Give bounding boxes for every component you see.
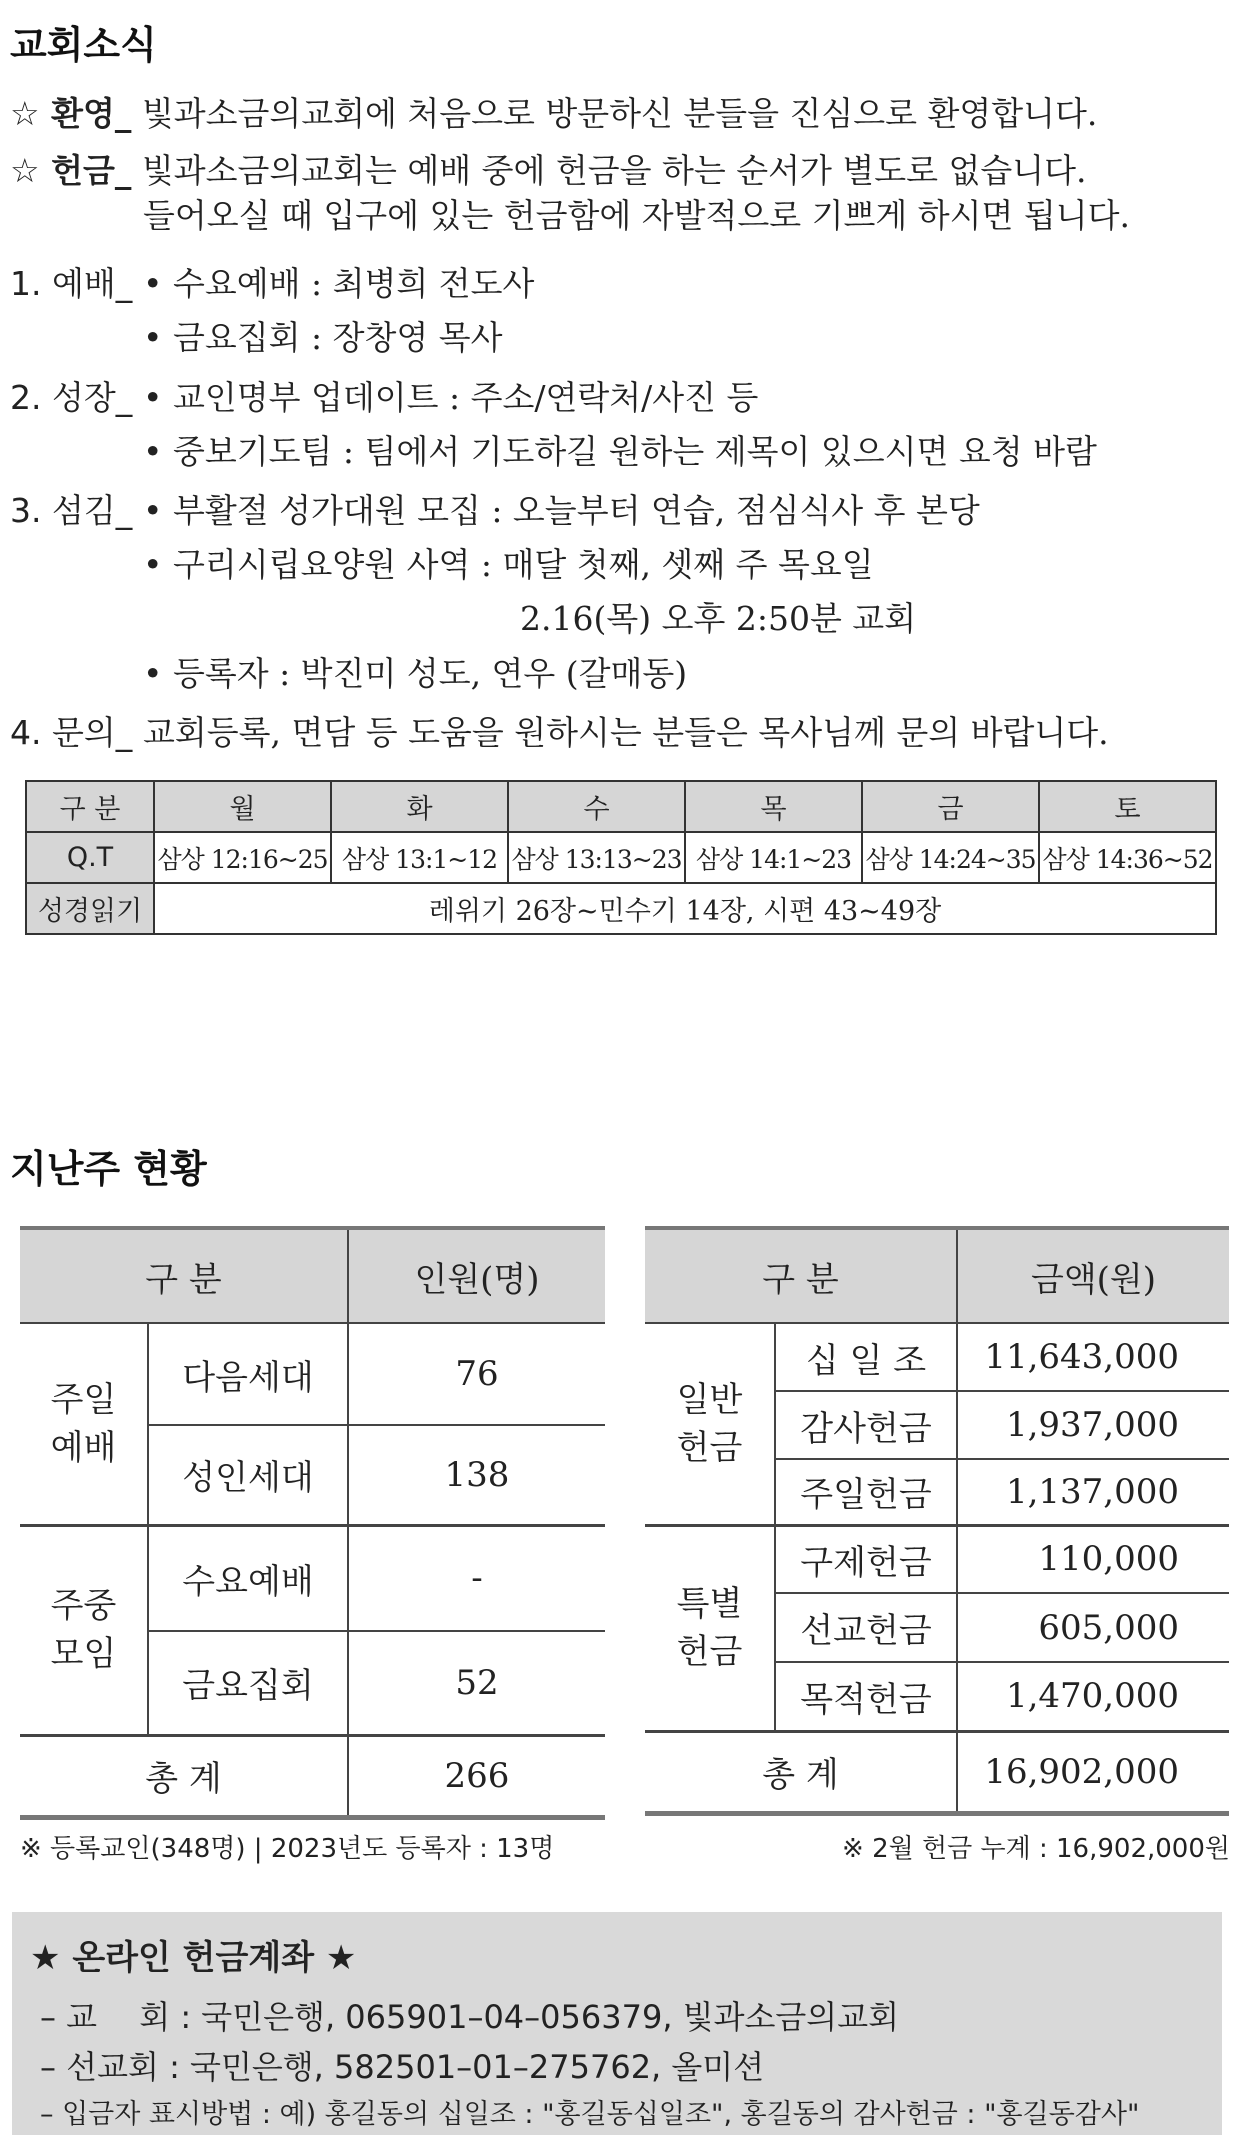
qt-cell: 삼상 13:1~12 bbox=[331, 832, 508, 883]
welcome-text: 빛과소금의교회에 처음으로 방문하신 분들을 진심으로 환영합니다. bbox=[141, 94, 1098, 133]
table-row bbox=[20, 1323, 605, 1425]
stats-title: 지난주 현황 bbox=[10, 1147, 207, 1191]
section-2-item: • 교인명부 업데이트 : 주소/연락처/사진 등 bbox=[143, 378, 759, 417]
attendance-group bbox=[20, 1525, 148, 1735]
group-label: 주일 bbox=[50, 1379, 117, 1420]
row-value: 52 bbox=[455, 1662, 499, 1703]
row-name: 성인세대 bbox=[148, 1425, 348, 1525]
row-value: 76 bbox=[348, 1323, 605, 1425]
attendance-table bbox=[20, 1226, 605, 1820]
qt-header-row bbox=[26, 781, 1216, 832]
section-4-label: 4. 문의_ bbox=[10, 713, 133, 752]
row-name: 목적헌금 bbox=[775, 1662, 957, 1731]
row-value: 1,937,000 bbox=[957, 1391, 1229, 1459]
row-value: 605,000 bbox=[957, 1593, 1229, 1662]
attendance-group bbox=[20, 1323, 148, 1525]
offering-group bbox=[645, 1323, 775, 1525]
row-name: 수요예배 bbox=[148, 1525, 348, 1631]
offering-total-note: ※ 2월 헌금 누계 : 16,902,000원 bbox=[842, 1834, 1230, 1864]
qt-cell: 삼상 12:16~25 bbox=[154, 832, 331, 883]
qt-cell: 삼상 14:36~52 bbox=[1039, 832, 1216, 883]
section-1-label: 1. 예배_ bbox=[10, 264, 133, 303]
qt-header: 수 bbox=[508, 781, 685, 832]
reading-row bbox=[26, 883, 1216, 934]
qt-header: 구 분 bbox=[26, 781, 154, 832]
qt-cell: 삼상 14:24~35 bbox=[862, 832, 1039, 883]
row-value: 11,643,000 bbox=[957, 1323, 1229, 1391]
offering-text-2: 들어오실 때 입구에 있는 헌금함에 자발적으로 기쁘게 하시면 됩니다. bbox=[143, 196, 1130, 235]
table-row bbox=[20, 1525, 605, 1631]
row-value: 110,000 bbox=[957, 1525, 1229, 1593]
total-label: 총 계 bbox=[645, 1731, 957, 1813]
qt-header: 목 bbox=[685, 781, 862, 832]
section-1-item: • 수요예배 : 최병희 전도사 bbox=[143, 264, 535, 303]
offering-group bbox=[645, 1525, 775, 1731]
section-3-item: 2.16(목) 오후 2:50분 교회 bbox=[520, 599, 917, 638]
section-3-item: • 구리시립요양원 사역 : 매달 첫째, 셋째 주 목요일 bbox=[143, 545, 874, 584]
row-name: 구제헌금 bbox=[775, 1525, 957, 1593]
section-3-label: 3. 섬김_ bbox=[10, 491, 133, 530]
offering-header: 구 분 bbox=[645, 1228, 957, 1323]
offering-table bbox=[645, 1226, 1229, 1816]
section-3-item: • 부활절 성가대원 모집 : 오늘부터 연습, 점심식사 후 본당 bbox=[143, 491, 980, 530]
row-name: 감사헌금 bbox=[775, 1391, 957, 1459]
offering-line bbox=[10, 145, 1086, 192]
row-value: 1,470,000 bbox=[1005, 1676, 1179, 1717]
row-name: 주일헌금 bbox=[775, 1459, 957, 1525]
total-row bbox=[645, 1731, 1229, 1813]
group-label: 모임 bbox=[50, 1634, 117, 1674]
row-name: 선교헌금 bbox=[775, 1593, 957, 1662]
section-4-text: 교회등록, 면담 등 도움을 원하시는 분들은 목사님께 문의 바랍니다. bbox=[143, 713, 1109, 752]
total-label: 총 계 bbox=[20, 1735, 348, 1817]
registered-note: ※ 등록교인(348명) | 2023년도 등록자 : 13명 bbox=[20, 1834, 555, 1864]
bank-title: ★ 온라인 헌금계좌 ★ bbox=[30, 1938, 357, 1978]
offering-header: 금액(원) bbox=[957, 1228, 1229, 1323]
qt-cell: 삼상 13:13~23 bbox=[508, 832, 685, 883]
total-row bbox=[20, 1735, 605, 1817]
qt-header: 화 bbox=[331, 781, 508, 832]
total-value: 16,902,000 bbox=[957, 1731, 1229, 1813]
qt-label: Q.T bbox=[26, 832, 154, 883]
group-label: 주중 bbox=[50, 1586, 117, 1626]
news-title: 교회소식 bbox=[10, 23, 157, 67]
row-name: 금요집회 bbox=[148, 1631, 348, 1735]
total-value: 266 bbox=[348, 1735, 605, 1817]
row-value: 1,137,000 bbox=[957, 1459, 1229, 1525]
section-3-item: • 등록자 : 박진미 성도, 연우 (갈매동) bbox=[143, 654, 688, 693]
attendance-header-row bbox=[20, 1228, 605, 1323]
table-row bbox=[645, 1323, 1229, 1391]
group-label: 특별 bbox=[676, 1584, 743, 1624]
group-label: 헌금 bbox=[676, 1632, 743, 1672]
welcome-label: ☆ 환영_ bbox=[10, 94, 132, 133]
section-2-item: • 중보기도팀 : 팀에서 기도하길 원하는 제목이 있으시면 요청 바람 bbox=[143, 432, 1097, 471]
row-value: - bbox=[348, 1525, 605, 1631]
section-2-label: 2. 성장_ bbox=[10, 378, 133, 417]
group-label: 예배 bbox=[50, 1427, 117, 1468]
section-1-item: • 금요집회 : 장창영 목사 bbox=[143, 318, 503, 357]
deposit-instructions: – 입금자 표시방법 : 예) 홍길동의 십일조 : "홍길동십일조", 홍길동의 감사헌금 : "홍길동감사" bbox=[40, 2099, 1140, 2130]
row-name: 다음세대 bbox=[148, 1323, 348, 1425]
qt-header: 월 bbox=[154, 781, 331, 832]
bank-account-mission: – 선교회 : 국민은행, 582501–01–275762, 올미션 bbox=[40, 2048, 765, 2086]
group-label: 일반 bbox=[676, 1379, 743, 1420]
row-value: 138 bbox=[348, 1425, 605, 1525]
reading-text: 레위기 26장~민수기 14장, 시편 43~49장 bbox=[154, 883, 1216, 934]
offering-header-row bbox=[645, 1228, 1229, 1323]
offering-label: ☆ 헌금_ bbox=[10, 151, 132, 190]
bank-account-church: – 교 회 : 국민은행, 065901–04–056379, 빛과소금의교회 bbox=[40, 1998, 900, 2036]
qt-row bbox=[26, 832, 1216, 883]
row-name: 십 일 조 bbox=[775, 1323, 957, 1391]
welcome-line bbox=[10, 88, 1097, 135]
reading-label: 성경읽기 bbox=[26, 883, 154, 934]
table-row bbox=[645, 1525, 1229, 1593]
qt-header: 금 bbox=[862, 781, 1039, 832]
attendance-header: 인원(명) bbox=[348, 1228, 605, 1323]
qt-cell: 삼상 14:1~23 bbox=[685, 832, 862, 883]
group-label: 헌금 bbox=[676, 1427, 743, 1468]
qt-table bbox=[25, 780, 1217, 935]
offering-text-1: 빛과소금의교회는 예배 중에 헌금을 하는 순서가 별도로 없습니다. bbox=[141, 151, 1087, 190]
attendance-header: 구 분 bbox=[20, 1228, 348, 1323]
qt-header: 토 bbox=[1039, 781, 1216, 832]
